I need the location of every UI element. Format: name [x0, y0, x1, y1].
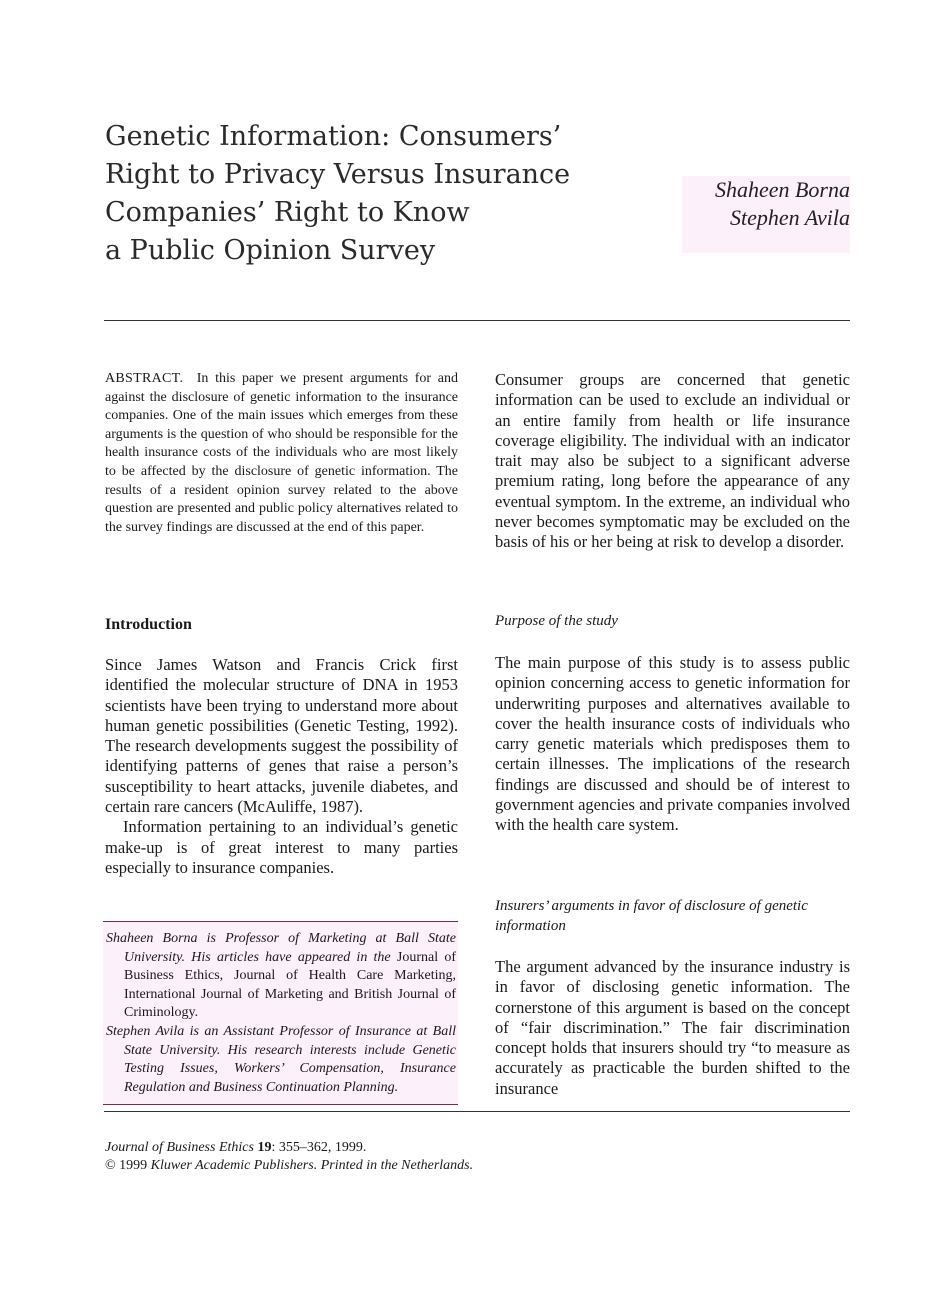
journal-volume: 19 — [257, 1140, 272, 1155]
journal-name: Journal of Business Ethics — [105, 1140, 254, 1155]
abstract-label: ABSTRACT. — [105, 371, 184, 386]
opening-paragraph: Consumer groups are concerned that genetic information can be used to exclude an individual or an entire family from health or life insurance coverage eligibility. The individual with an indicator trait may also be subject to a significant adverse premium rating, long before the appearance of any eventual symptom. In the extreme, an individual who never becomes symptomatic may be excluded on the basis of his or her being at risk to develop a disorder. — [495, 370, 850, 552]
title-line: Genetic Information: Consumers’ — [105, 121, 562, 152]
paper-title — [105, 118, 665, 270]
title-line: Right to Privacy Versus Insurance — [105, 159, 571, 190]
footnote-avila: Stephen Avila is an Assistant Professor of Insurance at Ball State University. His research interests include Genetic Testing Issues, Workers’ Compensation, Insurance Regulation and Business Continuation Planning. — [106, 1023, 456, 1095]
insurers-heading: Insurers’ arguments in favor of disclosure of genetic information — [495, 898, 808, 934]
paragraph: Information pertaining to an individual’s genetic make-up is of great interest to many parties especially to insurance companies. — [105, 817, 458, 877]
publisher-line: Kluwer Academic Publishers. Printed in the Netherlands. — [150, 1158, 474, 1173]
purpose-heading: Purpose of the study — [495, 613, 618, 629]
paragraph: Since James Watson and Francis Crick first identified the molecular structure of DNA in 1953 scientists have been trying to understand more about human genetic possibilities (Genetic Testing, 1992). The research developments suggest the possibility of identifying patterns of genes that raise a person’s susceptibility to heart attacks, juvenile diabetes, and certain rare cancers (McAuliffe, 1987). — [105, 655, 458, 817]
abstract — [105, 370, 458, 537]
borna-bio: Shaheen Borna is Professor of Marketing at Ball State University. His articles have appeared in the — [106, 931, 456, 965]
author-name: Shaheen Borna — [714, 177, 850, 202]
introduction-body — [105, 655, 458, 878]
footnote-borna — [106, 930, 456, 1023]
pages-year: : 355–362, 1999. — [271, 1140, 367, 1155]
copyright-line — [105, 1157, 473, 1175]
insurers-paragraph: The argument advanced by the insurance industry is in favor of disclosing genetic information. The cornerstone of this argument is based on the concept of “fair discrimination.” The fair discrimination concept holds that insurers should try “to measure as accurately as practicable the burden shifted to the insurance — [495, 957, 850, 1098]
author-footnote — [103, 921, 458, 1105]
purpose-paragraph: The main purpose of this study is to assess public opinion concerning access to genetic information for underwriting purposes and alternatives available to cover the health insurance costs of individuals who carry genetic materials which predisposes them to certain illnesses. The implications of the research findings are discussed and should be of interest to government agencies and private companies involved with the health care system. — [495, 653, 850, 835]
introduction-heading: Introduction — [105, 616, 192, 633]
footer-divider — [104, 1111, 850, 1112]
abstract-text: In this paper we present arguments for and against the disclosure of genetic information to the insurance companies. One of the main issues which emerges from these arguments is the question of who should be responsible for the health insurance costs of the individuals who are most likely to be affected by the disclosure of genetic information. The results of a resident opinion survey related to the above question are presented and public policy alternatives related to the survey findings are discussed at the end of this paper. — [105, 371, 458, 535]
title-line: a Public Opinion Survey — [105, 235, 436, 266]
title-line: Companies’ Right to Know — [105, 197, 470, 228]
page-footer — [105, 1139, 473, 1175]
copyright: © 1999 — [105, 1158, 148, 1173]
author-block — [682, 176, 850, 253]
borna-journals: Journal of Business Ethics, Journal of Health Care Marketing, International Journal of Marketing and British Journal of Criminology. — [124, 949, 456, 1021]
citation-line — [105, 1139, 473, 1157]
header-divider — [104, 320, 850, 321]
author-name: Stephen Avila — [730, 205, 850, 230]
